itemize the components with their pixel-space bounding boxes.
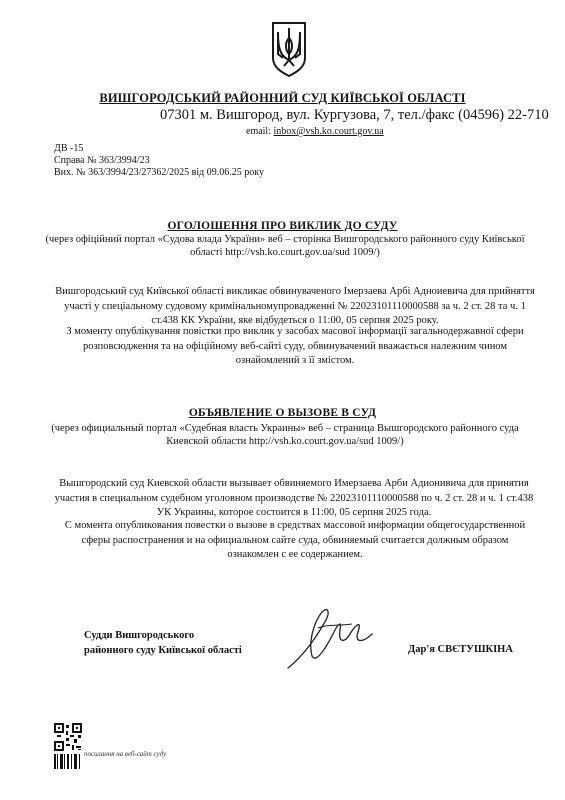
trident-emblem-icon [270, 20, 308, 78]
signer-name: Дар'я СВЄТУШКІНА [408, 644, 513, 655]
ua-notice-title: ОГОЛОШЕННЯ ПРО ВИКЛИК ДО СУДУ [167, 220, 398, 232]
signer-position-line-2: районного суду Київської області [84, 645, 242, 656]
doc-code: ДВ -15 [54, 143, 84, 154]
outgoing-number: Вих. № 363/3994/23/27362/2025 від 09.06.25 року [54, 167, 264, 178]
ru-notice-subtitle: (через официальный портал «Судебная власть Украины» веб – страница Вышгородского районного суда Киевской области http://vsh.ko.court.gov.ua/sud 1009/) [51, 423, 519, 447]
signer-position-line-1: Судди Вишгородського [84, 630, 195, 641]
handwritten-signature [278, 598, 378, 678]
ru-notice-title: ОБЪЯВЛЕНИЕ О ВЫЗОВЕ В СУД [188, 407, 377, 419]
qr-caption: посилання на веб-сайт суду [84, 750, 167, 758]
signer-position [84, 628, 242, 658]
email-link[interactable]: inbox@vsh.ko.court.gov.ua [273, 126, 384, 137]
ua-notice-subtitle: (через офіційний портал «Судова влада України» веб – сторінка Вишгородського районного суду Київської області http://vsh.ko.court.gov.ua/sud 1009/) [45, 234, 525, 258]
ua-notice-paragraph-1: Вишгородський суд Київської області викликає обвинуваченого Імерзаева Арбі Адноиевича для прийняття участі у спеціальному судовому кримінальномупровадженні № 22023101110000588 за ч. 2 ст. 28 та ч. 1 ст.438 КК України, яке відбудеться о 11:00, 05 серпня 2025 року. [55, 286, 535, 326]
ru-notice-paragraph-2: С момента опубликования повестки о вызове в средствах массовой информации общегосударственной сферы распостранения и на официальном сайте суда, обвиняемый считается должным образом ознакомлен с ее содержанием. [64, 520, 526, 560]
qr-code-icon[interactable] [54, 723, 82, 769]
court-email [246, 126, 384, 137]
court-address: 07301 м. Вишгород, вул. Кургузова, 7, тел./факс (04596) 22-710 [160, 107, 549, 123]
case-number: Справа № 363/3994/23 [54, 155, 150, 166]
court-name: ВИШГОРОДСЬКИЙ РАЙОННИЙ СУД КИЇВСЬКОЇ ОБЛАСТІ [99, 91, 466, 105]
ru-notice-paragraph-1: Вышгородский суд Киевской области вызывает обвиняемого Имерзаева Арби Адионивича для принятия участия в специальном судебном уголовном производстве № 22023101110000588 по ч. 2 ст. 28 и ч. 1 ст.438 УК Украины, которое состоится в 11:00, 05 серпня 2025 года. [54, 478, 534, 518]
email-label: email: [246, 126, 271, 137]
ua-notice-paragraph-2: З моменту опублікування повістки про виклик у засобах масової інформації загальнодержавної сфери розповсюдження та на офіційному веб-сайті суду, обвинувачений вважається належним чином ознайомлений з її змістом. [66, 326, 524, 366]
